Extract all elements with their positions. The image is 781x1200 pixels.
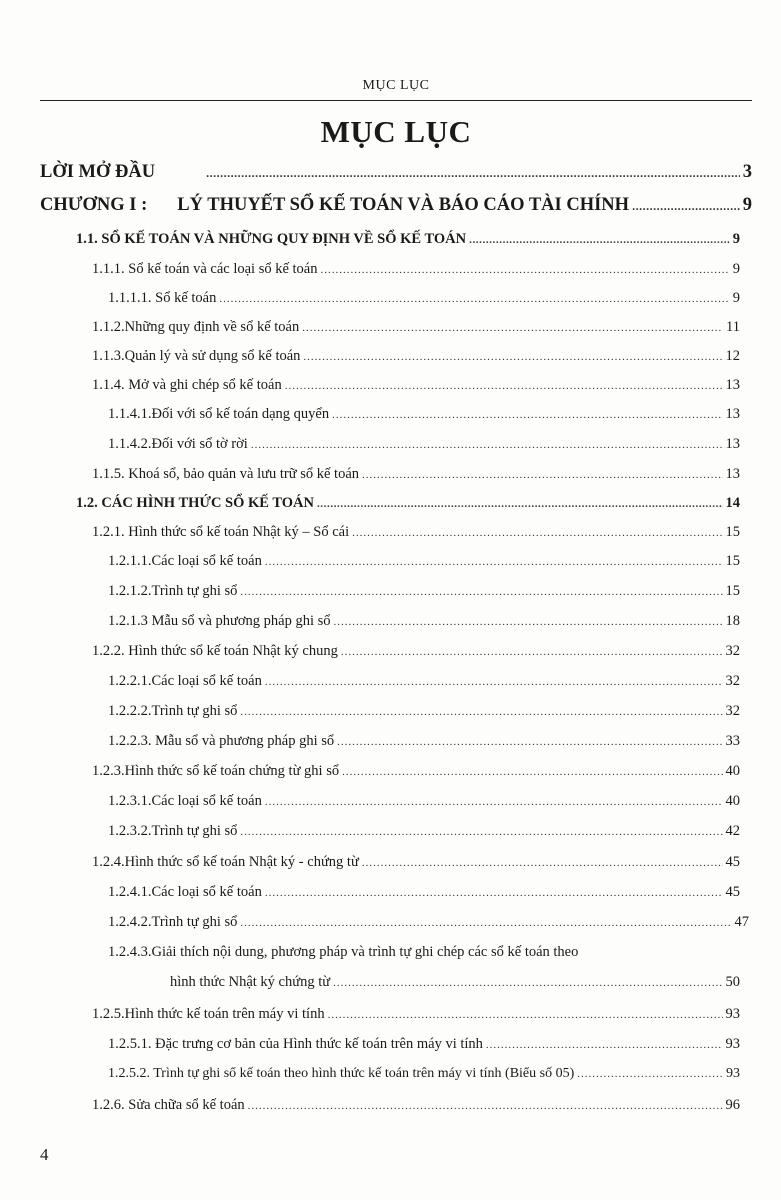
toc-entry-title: 1.2.4.1.Các loại sổ kế toán <box>108 884 262 900</box>
toc-entry[interactable] <box>92 854 740 871</box>
toc-entry[interactable] <box>92 1097 740 1114</box>
toc-entry[interactable] <box>108 553 740 570</box>
toc-entry-title: 1.2.3.Hình thức sổ kế toán chứng từ ghi sổ <box>92 763 340 779</box>
toc-leader-dots <box>321 264 730 276</box>
toc-leader-dots <box>303 351 722 363</box>
toc-entry[interactable] <box>108 290 740 307</box>
toc-leader-dots <box>219 293 729 305</box>
toc-entry-section[interactable] <box>76 231 740 248</box>
toc-leader-dots <box>265 887 723 899</box>
toc-page-number: 14 <box>725 495 740 511</box>
toc-leader-dots <box>251 439 723 451</box>
toc-entry-title: 1.1. SỔ KẾ TOÁN VÀ NHỮNG QUY ĐỊNH VỀ SỔ KẾ TOÁN <box>76 231 467 247</box>
toc-entry[interactable] <box>92 1006 740 1023</box>
toc-entry-title: 1.2.2.2.Trình tự ghi sổ <box>108 703 238 719</box>
toc-leader-dots <box>328 1009 723 1021</box>
toc-page-number: 9 <box>732 290 740 306</box>
toc-entry-title: 1.2.4.2.Trình tự ghi sổ <box>108 914 238 930</box>
toc-entry-title: 1.1.5. Khoá sổ, bảo quản và lưu trữ sổ kế toán <box>92 466 360 482</box>
toc-page-number: 3 <box>742 162 752 182</box>
toc-leader-dots <box>317 498 723 510</box>
toc-page-number: 13 <box>725 466 740 482</box>
toc-leader-dots <box>265 676 723 688</box>
toc-leader-dots <box>333 977 722 989</box>
toc-leader-dots <box>265 556 723 568</box>
toc-entry-title: 1.2.5.Hình thức kế toán trên máy vi tính <box>92 1006 325 1022</box>
toc-page-number: 9 <box>732 231 740 247</box>
toc-entry[interactable] <box>108 733 740 750</box>
toc-entry-preface[interactable] <box>40 162 752 183</box>
toc-leader-dots <box>285 380 723 392</box>
toc-entry-chapter-1[interactable] <box>40 195 752 216</box>
toc-entry-title: 1.2.1.2.Trình tự ghi sổ <box>108 583 238 599</box>
toc-entry[interactable] <box>108 914 749 931</box>
toc-page-number: 40 <box>725 763 740 779</box>
toc-entry[interactable] <box>108 406 740 423</box>
toc-entry-title: 1.1.1. Sổ kế toán và các loại sổ kế toán <box>92 261 318 277</box>
toc-entry-title: 1.1.4.1.Đối với sổ kế toán dạng quyển <box>108 406 330 422</box>
toc-page-number: 15 <box>725 553 740 569</box>
toc-page-number: 45 <box>725 884 740 900</box>
toc-page-number: 45 <box>725 854 740 870</box>
toc-entry-title: 1.2.2.3. Mẫu sổ và phương pháp ghi sổ <box>108 733 335 749</box>
toc-entry[interactable] <box>108 884 740 901</box>
toc-entry[interactable] <box>92 319 740 336</box>
toc-leader-dots <box>362 857 723 869</box>
page-title: MỤC LỤC <box>320 114 472 149</box>
toc-page-number: 47 <box>734 914 749 930</box>
toc-entry[interactable] <box>108 673 740 690</box>
toc-leader-dots <box>332 409 722 421</box>
toc-page-number: 32 <box>725 673 740 689</box>
toc-entry[interactable] <box>108 823 740 840</box>
toc-entry[interactable] <box>108 436 740 453</box>
toc-entry-title: 1.2.3.2.Trình tự ghi sổ <box>108 823 238 839</box>
toc-leader-dots <box>352 527 722 539</box>
toc-leader-dots <box>240 917 731 929</box>
toc-page-number: 93 <box>726 1066 740 1081</box>
toc-entry-title: 1.2.2. Hình thức sổ kế toán Nhật ký chung <box>92 643 338 659</box>
toc-entry-title: hình thức Nhật ký chứng từ <box>170 974 331 990</box>
toc-entry-title: 1.1.4. Mở và ghi chép sổ kế toán <box>92 377 282 393</box>
toc-entry-title: 1.2. CÁC HÌNH THỨC SỔ KẾ TOÁN <box>76 495 314 511</box>
toc-entry[interactable] <box>92 348 740 365</box>
toc-entry[interactable] <box>92 643 740 660</box>
toc-entry-title: 1.1.2.Những quy định về sổ kế toán <box>92 319 300 335</box>
toc-leader-dots <box>632 199 740 214</box>
toc-entry[interactable] <box>92 763 740 780</box>
toc-entry-title: 1.2.5.2. Trình tự ghi sổ kế toán theo hình thức kế toán trên máy vi tính (Biểu số 05) <box>108 1066 575 1081</box>
toc-page-number: 13 <box>725 406 740 422</box>
toc-entry-title: 1.1.3.Quản lý và sử dụng sổ kế toán <box>92 348 301 364</box>
toc-page-number: 50 <box>725 974 740 990</box>
toc-page-number: 93 <box>725 1006 740 1022</box>
running-header: MỤC LỤC <box>362 78 430 93</box>
toc-leader-dots <box>337 736 722 748</box>
toc-page-number: 32 <box>725 643 740 659</box>
toc-leader-dots <box>334 616 723 628</box>
toc-entry-title: LỜI MỞ ĐẦU <box>40 162 156 182</box>
toc-entry[interactable] <box>108 793 740 810</box>
toc-chapter-label: CHƯƠNG I : <box>40 195 148 215</box>
toc-entry-title: LÝ THUYẾT SỔ KẾ TOÁN VÀ BÁO CÁO TÀI CHÍNH <box>177 195 630 215</box>
toc-page-number: 11 <box>726 319 740 335</box>
toc-entry-continuation[interactable] <box>170 974 740 991</box>
toc-leader-dots <box>240 706 722 718</box>
toc-entry[interactable] <box>108 613 740 630</box>
toc-leader-dots <box>342 766 722 778</box>
toc-entry-title: 1.1.4.2.Đối với sổ tờ rời <box>108 436 248 452</box>
toc-entry-title: 1.2.3.1.Các loại sổ kế toán <box>108 793 262 809</box>
toc-leader-dots <box>362 469 722 481</box>
toc-leader-dots <box>240 826 722 838</box>
toc-entry-title: 1.2.1.3 Mẫu sổ và phương pháp ghi sổ <box>108 613 331 629</box>
toc-leader-dots <box>248 1100 723 1112</box>
toc-page-number: 96 <box>725 1097 740 1113</box>
toc-entry-title: 1.1.1.1. Sổ kế toán <box>108 290 217 306</box>
toc-entry[interactable] <box>108 703 740 720</box>
toc-page-number: 40 <box>725 793 740 809</box>
toc-leader-dots <box>469 234 730 246</box>
toc-leader-dots <box>265 796 723 808</box>
toc-entry[interactable] <box>108 1066 740 1082</box>
toc-leader-dots <box>341 646 723 658</box>
toc-leader-dots <box>206 166 740 181</box>
toc-page-number: 9 <box>732 261 740 277</box>
toc-page-number: 32 <box>725 703 740 719</box>
toc-entry[interactable] <box>92 261 740 278</box>
toc-leader-dots <box>486 1039 723 1051</box>
toc-page-number: 13 <box>725 377 740 393</box>
toc-entry-section[interactable] <box>76 495 740 512</box>
toc-entry-title: 1.2.4.Hình thức sổ kế toán Nhật ký - chứng từ <box>92 854 359 870</box>
toc-entry-title: 1.2.2.1.Các loại sổ kế toán <box>108 673 262 689</box>
toc-entry[interactable] <box>92 377 740 394</box>
toc-page-number: 12 <box>725 348 740 364</box>
toc-leader-dots <box>577 1068 723 1080</box>
page-number: 4 <box>40 1145 49 1164</box>
toc-entry-title-line1[interactable]: 1.2.4.3.Giải thích nội dung, phương pháp và trình tự ghi chép các sổ kế toán theo <box>108 944 579 960</box>
toc-page-number: 93 <box>725 1036 740 1052</box>
toc-entry-title: 1.2.6. Sửa chữa sổ kế toán <box>92 1097 245 1113</box>
toc-page-number: 18 <box>725 613 740 629</box>
toc-page-number: 15 <box>725 583 740 599</box>
toc-leader-dots <box>240 586 722 598</box>
toc-page-number: 9 <box>742 195 752 215</box>
toc-entry[interactable] <box>108 583 740 600</box>
toc-entry[interactable] <box>92 466 740 483</box>
toc-page-number: 33 <box>725 733 740 749</box>
toc-page-number: 15 <box>725 524 740 540</box>
toc-entry-title: 1.2.1.1.Các loại sổ kế toán <box>108 553 262 569</box>
toc-page-number: 42 <box>725 823 740 839</box>
toc-entry-title: 1.2.5.1. Đặc trưng cơ bản của Hình thức kế toán trên máy vi tính <box>108 1036 483 1052</box>
toc-page-number: 13 <box>725 436 740 452</box>
toc-entry[interactable] <box>108 1036 740 1053</box>
toc-leader-dots <box>302 322 723 334</box>
toc-entry-title: 1.2.1. Hình thức sổ kế toán Nhật ký – Sổ cái <box>92 524 350 540</box>
toc-entry[interactable] <box>92 524 740 541</box>
